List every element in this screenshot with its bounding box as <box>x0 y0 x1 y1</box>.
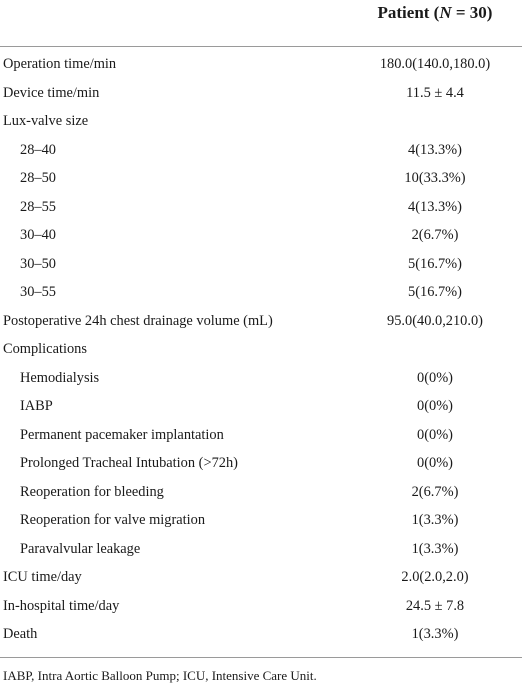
table-row <box>0 421 522 450</box>
table-row <box>0 620 522 649</box>
table-row <box>0 250 522 279</box>
header-suffix: = 30) <box>451 3 493 22</box>
table-row <box>0 164 522 193</box>
row-label: ICU time/day <box>3 569 82 585</box>
table-header <box>0 0 522 47</box>
patient-column-header <box>348 0 522 26</box>
row-value: 1(3.3%) <box>411 512 459 528</box>
row-label: 30–55 <box>20 284 56 300</box>
table-row <box>0 563 522 592</box>
row-label: Postoperative 24h chest drainage volume (mL) <box>3 312 273 329</box>
table-row <box>0 50 522 79</box>
row-value: 2(6.7%) <box>411 227 459 243</box>
row-label: IABP <box>20 398 53 414</box>
table-row <box>0 364 522 393</box>
row-value: 0(0%) <box>417 455 453 471</box>
row-value: 10(33.3%) <box>404 170 466 186</box>
row-label: 30–50 <box>20 255 56 272</box>
table-row <box>0 278 522 307</box>
row-value: 1(3.3%) <box>411 540 459 557</box>
table-row <box>0 335 522 364</box>
table-footnote: IABP, Intra Aortic Balloon Pump; ICU, Intensive Care Unit. <box>3 668 317 683</box>
table-row <box>0 392 522 421</box>
table-row <box>0 193 522 222</box>
row-value: 5(16.7%) <box>408 255 462 272</box>
table-row <box>0 478 522 507</box>
row-label: Complications <box>3 341 87 357</box>
row-label: 28–40 <box>20 141 56 158</box>
row-value: 2.0(2.0,2.0) <box>401 569 469 585</box>
row-value: 11.5 ± 4.4 <box>406 84 464 101</box>
row-label: 28–55 <box>20 198 56 215</box>
row-value: 4(13.3%) <box>408 198 462 215</box>
header-n-symbol: N <box>439 3 452 22</box>
row-label: Paravalvular leakage <box>20 540 141 557</box>
row-label: Prolonged Tracheal Intubation (>72h) <box>20 455 238 471</box>
row-value: 180.0(140.0,180.0) <box>379 56 491 72</box>
row-value: 1(3.3%) <box>411 626 459 642</box>
row-value: 0(0%) <box>417 426 453 443</box>
table-row <box>0 136 522 165</box>
row-value: 2(6.7%) <box>411 483 459 500</box>
row-value: 24.5 ± 7.8 <box>405 597 465 614</box>
row-label: In-hospital time/day <box>3 597 120 614</box>
row-label: Device time/min <box>3 84 100 101</box>
row-label: Reoperation for bleeding <box>20 483 164 500</box>
row-label: Hemodialysis <box>20 369 100 386</box>
bottom-rule <box>0 657 522 658</box>
row-label: Death <box>3 626 38 642</box>
row-label: 30–40 <box>20 227 56 243</box>
table-row <box>0 449 522 478</box>
row-value: 5(16.7%) <box>408 284 462 300</box>
table-body <box>0 50 522 649</box>
table-row <box>0 506 522 535</box>
header-prefix: Patient ( <box>377 3 440 22</box>
row-value: 4(13.3%) <box>408 141 462 158</box>
table-row <box>0 307 522 336</box>
row-label: Lux-valve size <box>3 113 89 129</box>
row-value: 0(0%) <box>417 398 453 414</box>
row-label: 28–50 <box>20 170 56 186</box>
table-row <box>0 107 522 136</box>
table-row <box>0 535 522 564</box>
table-row <box>0 221 522 250</box>
row-value: 0(0%) <box>417 369 453 386</box>
row-label: Reoperation for valve migration <box>20 512 206 528</box>
row-label: Operation time/min <box>3 56 117 72</box>
row-value: 95.0(40.0,210.0) <box>387 312 483 329</box>
row-label: Permanent pacemaker implantation <box>20 426 224 443</box>
table-row <box>0 592 522 621</box>
table-row <box>0 79 522 108</box>
